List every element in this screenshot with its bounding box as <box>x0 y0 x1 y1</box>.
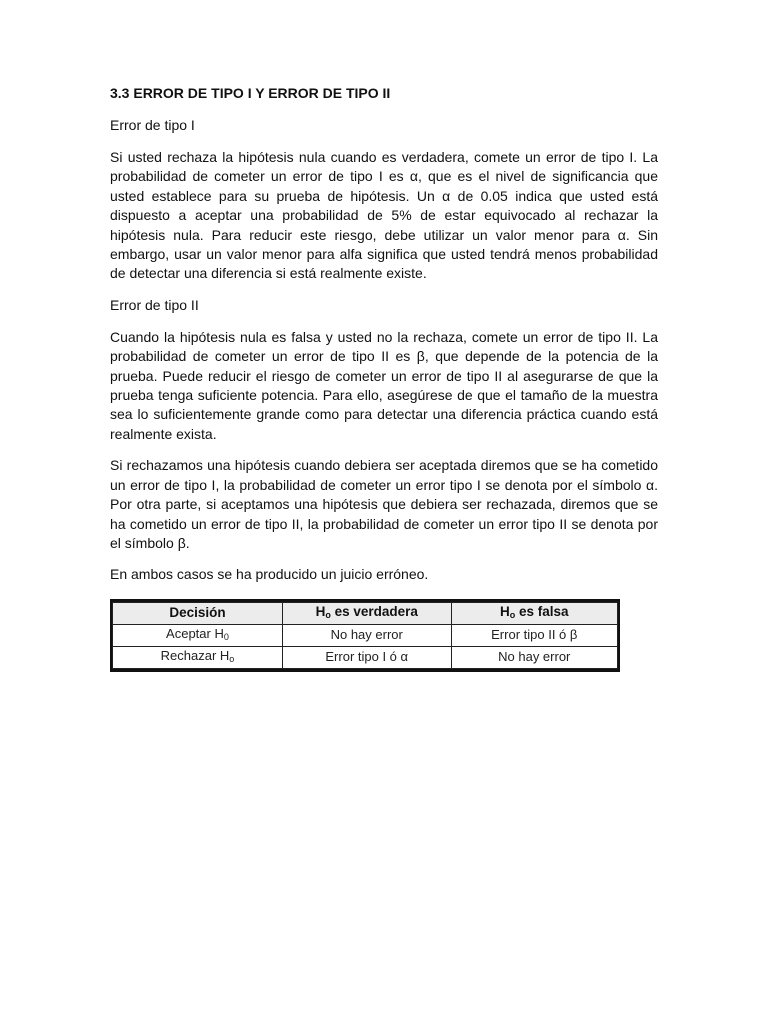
header-h0-true-prefix: H <box>315 603 326 619</box>
table-header-row <box>113 602 618 624</box>
table-row <box>113 624 618 646</box>
header-h0-false <box>451 602 617 624</box>
section-heading: 3.3 ERROR DE TIPO I Y ERROR DE TIPO II <box>110 85 391 101</box>
header-h0-false-suffix: es falsa <box>515 603 569 619</box>
type-two-error-title: Error de tipo II <box>110 296 199 313</box>
header-h0-false-prefix: H <box>499 603 510 619</box>
row-accept-decision <box>113 624 283 646</box>
decision-table-frame <box>110 599 620 672</box>
row-accept-sub: 0 <box>223 631 229 642</box>
summary-paragraph: Si rechazamos una hipótesis cuando debiera ser aceptada diremos que se ha cometido un error de tipo I, la probabilidad de cometer un error tipo I se denota por el símbolo α. Por otra parte, si aceptamos una hipótesis que debiera ser rechazada, diremos que se ha cometido un error de tipo II, la probabilidad de cometer un error tipo II se denota por el símbolo β. <box>110 457 658 551</box>
type-two-error-paragraph: Cuando la hipótesis nula es falsa y usted no la rechaza, comete un error de tipo II. La probabilidad de cometer un error de tipo II es β, que depende de la potencia de la prueba. Puede reducir el riesgo de cometer un error de tipo II al asegurarse de que la prueba tenga suficiente potencia. Para ello, asegúrese de que el tamaño de la muestra sea lo suficientemente grande como para detectar una diferencia práctica cuando está realmente exista. <box>110 328 658 442</box>
row-reject-h0-false: No hay error <box>451 646 617 668</box>
type-one-error-title: Error de tipo I <box>110 117 195 133</box>
decision-table <box>112 602 618 669</box>
row-accept-h0-false: Error tipo II ó β <box>451 624 617 646</box>
header-h0-true <box>282 602 451 624</box>
type-one-error-paragraph: Si usted rechaza la hipótesis nula cuando es verdadera, comete un error de tipo I. La probabilidad de cometer un error de tipo I es α, que es el nivel de significancia que usted establece para su prueba de hipótesis. Un α de 0.05 indica que usted está dispuesto a aceptar una probabilidad de 5% de estar equivocado al rechazar la hipótesis nula. Para reducir este riesgo, debe utilizar un valor menor para α. Sin embargo, usar un valor menor para alfa significa que usted tendrá menos probabilidad de detectar una diferencia si está realmente existe. <box>110 149 658 282</box>
table-row <box>113 646 618 668</box>
header-decision: Decisión <box>113 602 283 624</box>
header-h0-true-sub: o <box>325 609 331 620</box>
row-reject-decision <box>113 646 283 668</box>
row-reject-sub: o <box>229 653 235 664</box>
conclusion-paragraph: En ambos casos se ha producido un juicio erróneo. <box>110 566 429 583</box>
header-h0-false-sub: o <box>509 609 516 620</box>
document-page <box>110 84 658 672</box>
row-reject-h0-true: Error tipo I ó α <box>282 646 451 668</box>
row-accept-h0-true: No hay error <box>282 624 451 646</box>
row-accept-prefix: Aceptar H <box>166 625 224 641</box>
row-reject-prefix: Rechazar H <box>160 647 230 663</box>
header-h0-true-suffix: es verdadera <box>330 603 418 619</box>
